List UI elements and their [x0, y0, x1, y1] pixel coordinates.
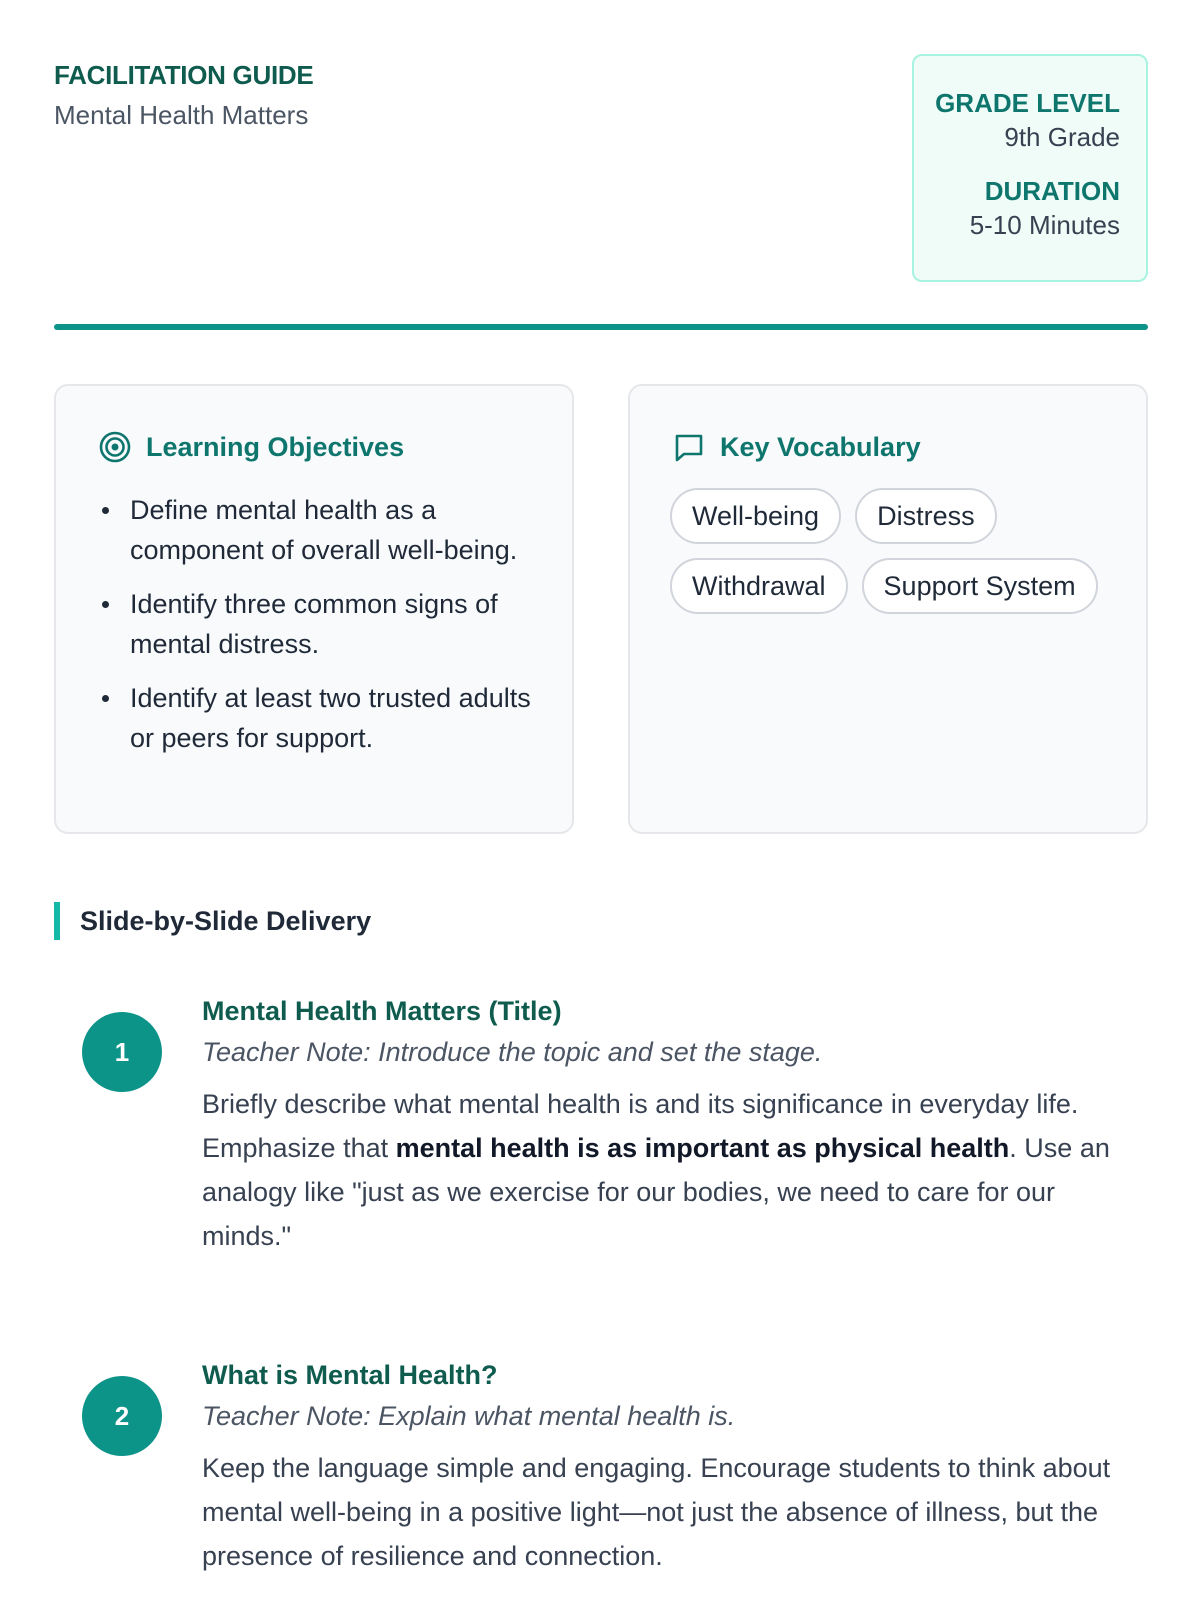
slide-title: Mental Health Matters (Title) [202, 996, 562, 1026]
teacher-note: Teacher Note: Introduce the topic and set the stage. [202, 1037, 823, 1067]
slide-description: Briefly describe what mental health is and its significance in everyday life. Emphasize that mental health is as important as physical health. Use an analogy like "just as we exercise for our bodies, we need to care for our minds." [202, 1089, 1110, 1251]
header [54, 0, 1148, 330]
step-number-badge: 1 [82, 1012, 162, 1092]
list-item: Identify three common signs of mental distress. [130, 584, 540, 664]
key-vocabulary-title: Key Vocabulary [720, 431, 921, 462]
learning-objectives-title: Learning Objectives [146, 431, 405, 462]
target-icon [98, 430, 132, 464]
vocab-chip: Well-being [670, 488, 841, 544]
grade-level-value: 9th Grade [1004, 122, 1120, 152]
list-item: Identify at least two trusted adults or peers for support. [130, 678, 540, 758]
facilitation-guide [54, 0, 1148, 1571]
vocabulary-chips [670, 488, 1100, 614]
section-heading: Slide-by-Slide Delivery [54, 902, 371, 940]
duration-value: 5-10 Minutes [969, 210, 1120, 240]
speech-bubble-icon [672, 430, 706, 464]
grade-level-label: GRADE LEVEL [935, 88, 1120, 118]
doc-subtitle: Mental Health Matters [54, 100, 309, 130]
slide-body [202, 1356, 1122, 1578]
header-divider [54, 324, 1148, 330]
list-item: Define mental health as a component of overall well-being. [130, 490, 540, 570]
learning-objectives-heading [98, 430, 404, 464]
vocab-chip: Support System [862, 558, 1098, 614]
slide-title: What is Mental Health? [202, 1360, 498, 1390]
objectives-list [130, 490, 540, 772]
duration-label: DURATION [984, 176, 1120, 206]
learning-objectives-card [54, 384, 574, 834]
step-number-badge: 2 [82, 1376, 162, 1456]
slide-body [202, 992, 1122, 1258]
meta-box [912, 54, 1148, 282]
doc-type: FACILITATION GUIDE [54, 60, 314, 90]
teacher-note: Teacher Note: Explain what mental health is. [202, 1401, 736, 1431]
vocab-chip: Distress [855, 488, 997, 544]
slide-description: Keep the language simple and engaging. Encourage students to think about mental well-being in a positive light—not just the absence of illness, but the presence of resilience and connection. [202, 1453, 1111, 1571]
vocab-chip: Withdrawal [670, 558, 848, 614]
key-vocabulary-card [628, 384, 1148, 834]
key-vocabulary-heading [672, 430, 921, 464]
